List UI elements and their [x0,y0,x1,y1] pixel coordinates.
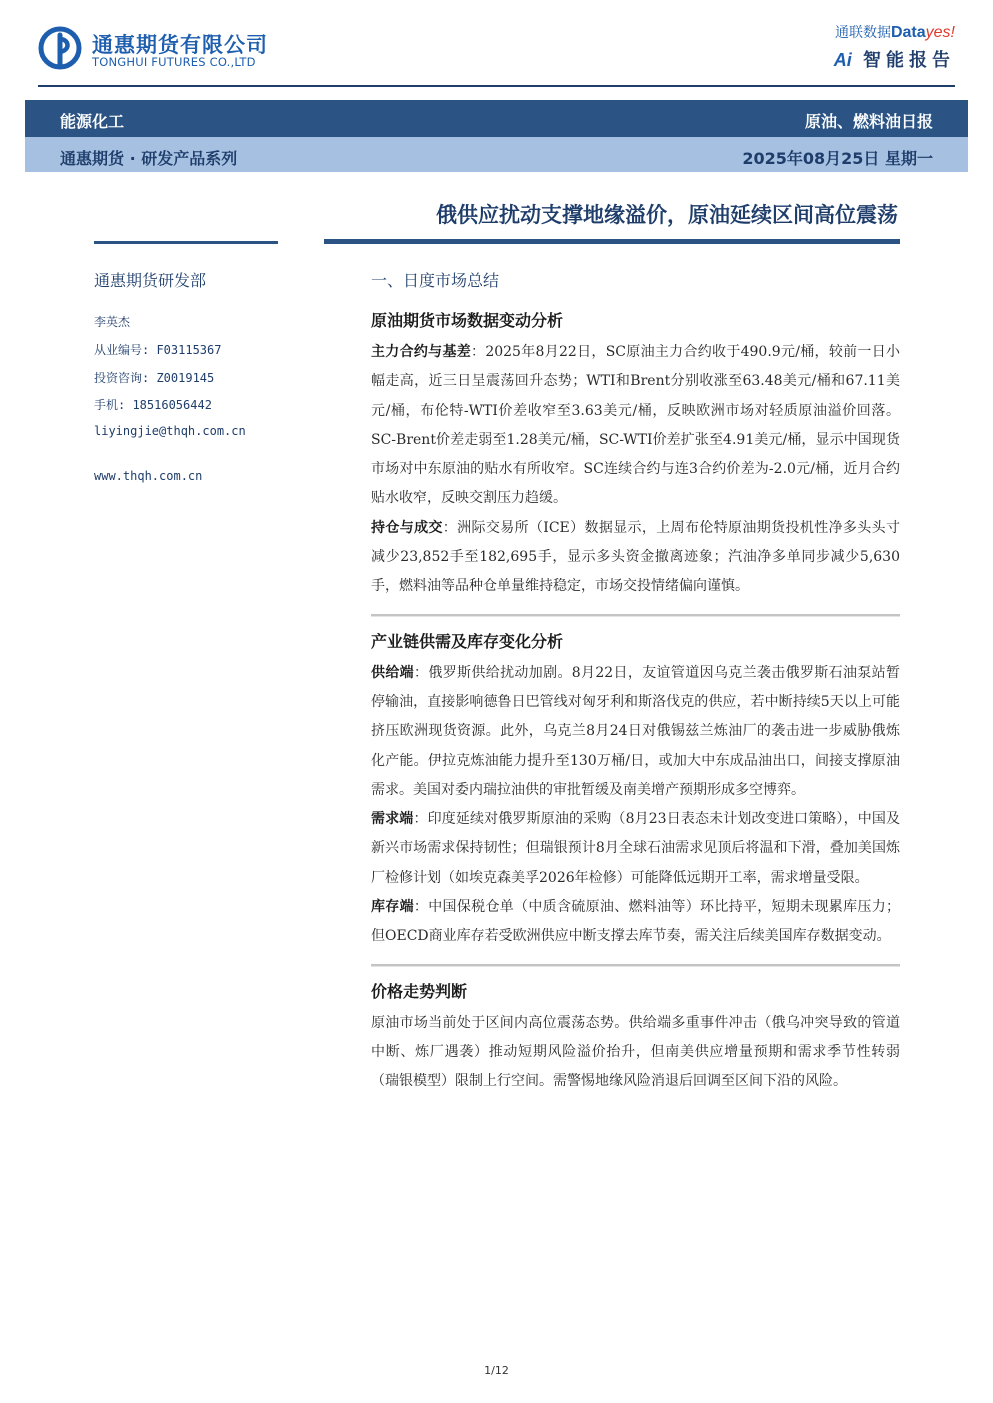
sector-label: 能源化工 [60,112,125,131]
email-address[interactable]: liyingjie@thqh.com.cn [94,424,246,438]
datayes-prefix: 通联数据 [834,25,891,41]
supply-label: 供给端 [371,664,415,681]
license-number: 从业编号: F03115367 [94,343,222,357]
ai-report-label: 智能报告 [863,50,955,71]
supply-chain-heading: 产业链供需及库存变化分析 [371,631,564,651]
contract-text: ：2025年8月22日，SC原油主力合约收于490.9元/桶，较前一日小幅走高，近三日呈震荡回升态势；WTI和Brent分别收涨至63.48美元/桶和67.11美元/桶，布伦特-WTI价差收窄至3.63美元/桶，反映欧洲市场对轻质原油溢价回落。SC-Brent价差走弱至1.28美元/桶，SC-WTI价差扩张至4.91美元/桶，显示中国现货市场对中东原油的贴水有所收窄。SC连续合约与连3合约价差为-2.0元/桶，近月合约贴水收窄，反映交割压力趋缓。 [371,344,901,507]
ai-report-badge [834,46,955,72]
header-divider [38,85,955,87]
section-title: 一、日度市场总结 [371,271,500,290]
page-number: 1/12 [484,1364,509,1377]
phone-number: 手机: 18516056442 [94,398,212,412]
demand-text: ：印度延续对俄罗斯原油的采购（8月23日表态未计划改变进口策略），中国及新兴市场需求保持韧性；但瑞银预计8月全球石油需求见顶后将温和下滑，叠加美国炼厂检修计划（如埃克森美孚2026年检修）可能降低远期开工率，需求增量受限。 [371,811,900,886]
datayes-yes: yes! [925,24,955,41]
futures-heading: 原油期货市场数据变动分析 [371,311,564,330]
sidebar-rule [94,241,278,244]
report-type-label: 原油、燃料油日报 [804,112,933,131]
price-paragraph: 原油市场当前处于区间内高位震荡态势。供给端多重事件冲击（俄乌冲突导致的管道中断、炼厂遇袭）推动短期风险溢价抬升，但南美供应增量预期和需求季节性转弱（瑞银模型）限制上行空间。需警惕地缘风险消退后回调至区间下沿的风险。 [371,1014,900,1090]
inventory-paragraph [371,893,900,952]
position-label: 持仓与成交 [371,519,443,536]
datayes-brand: Data [890,24,926,41]
inventory-text: ：中国保税仓单（中质含硫原油、燃料油等）环比持平，短期未现累库压力；但OECD商业库存若受欧洲供应中断支撑去库节奏，需关注后续美国库存数据变动。 [371,899,901,945]
title-underline [324,239,900,244]
advisory-number: 投资咨询: Z0019145 [94,371,215,385]
datayes-logo [835,22,955,42]
company-name-cn: 通惠期货有限公司 [92,33,268,57]
report-title: 俄供应扰动支撑地缘溢价，原油延续区间高位震荡 [436,203,898,227]
company-name-en: TONGHUI FUTURES CO.,LTD [92,55,256,69]
section-divider [371,614,900,617]
company-logo-icon [38,26,82,70]
main-content [371,268,900,1097]
supply-paragraph [371,659,900,805]
contract-label: 主力合约与基差 [371,344,472,360]
series-label: 通惠期货 · 研发产品系列 [60,149,238,168]
ai-mark: Ai [833,50,852,70]
price-heading: 价格走势判断 [371,981,468,1001]
position-paragraph [371,514,900,602]
banner-bottom [25,137,968,172]
position-text: ：洲际交易所（ICE）数据显示，上周布伦特原油期货投机性净多头头寸减少23,852手至182,695手，显示多头资金撤离迹象；汽油净多单同步减少5,630手，燃料油等品种仓单量维持稳定，市场交投情绪偏向谨慎。 [371,519,900,595]
section-divider [371,964,900,967]
analyst-name: 李英杰 [94,315,131,329]
department-name: 通惠期货研发部 [94,271,207,290]
banner-top [25,100,968,137]
demand-paragraph [371,805,900,893]
demand-label: 需求端 [371,811,414,828]
inventory-label: 库存端 [371,899,414,916]
report-date: 2025年08月25日 星期一 [742,149,933,168]
supply-text: ：俄罗斯供给扰动加剧。8月22日，友谊管道因乌克兰袭击俄罗斯石油泵站暂停输油，直接影响德鲁日巴管线对匈牙利和斯洛伐克的供应，若中断持续5天以上可能挤压欧洲现货资源。此外，乌克兰8月24日对俄锡兹兰炼油厂的袭击进一步威胁俄炼化产能。伊拉克炼油能力提升至130万桶/日，或加大中东成品油出口，间接支撑原油需求。美国对委内瑞拉油供的审批暂缓及南美增产预期形成多空博弈。 [371,664,900,798]
contract-paragraph [371,338,900,514]
website-link[interactable]: www.thqh.com.cn [94,469,203,483]
